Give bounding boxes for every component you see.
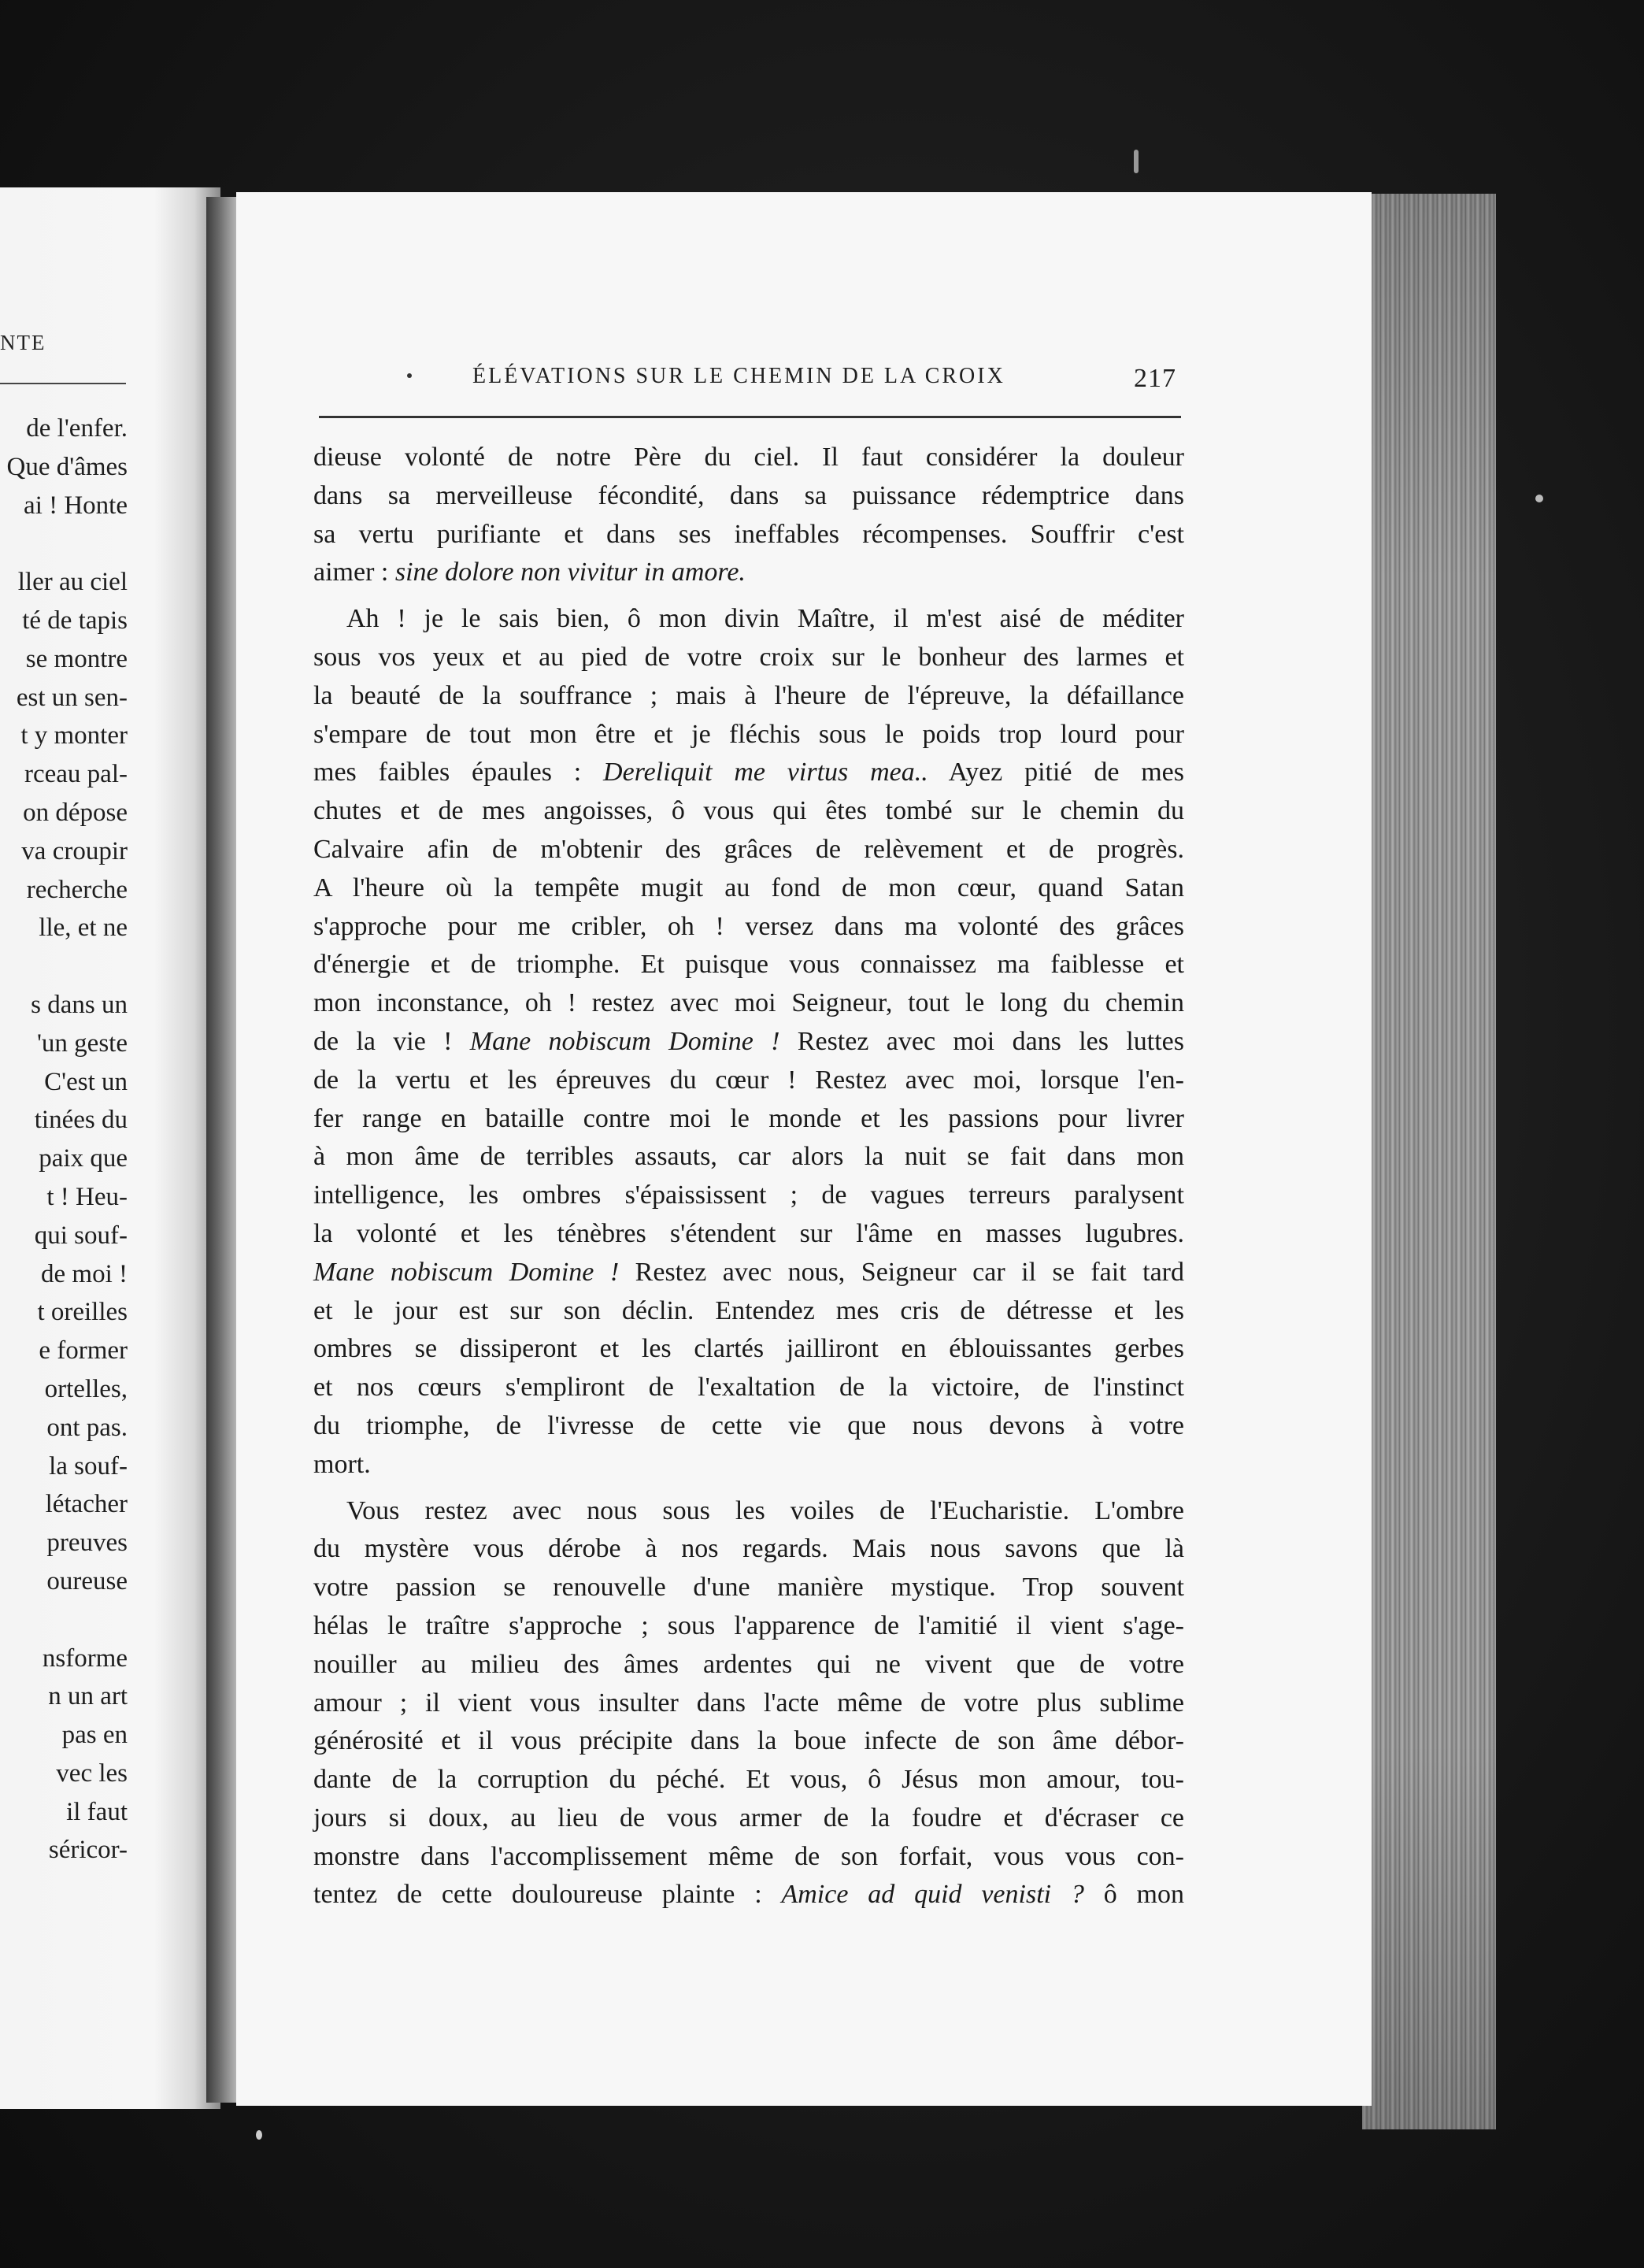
left-text-line: ont pas. bbox=[46, 1413, 128, 1442]
text-line: chutes et de mes angoisses, ô vous qui êtes tombé sur le chemin du bbox=[313, 796, 1184, 826]
page-number: 217 bbox=[1134, 364, 1176, 393]
latin-quotation: Mane nobiscum Domine ! bbox=[313, 1257, 620, 1287]
header-ornament bbox=[407, 373, 412, 378]
page-edges bbox=[1362, 194, 1496, 2129]
left-text-line bbox=[0, 1601, 128, 1640]
left-text-line: t oreilles bbox=[37, 1298, 128, 1327]
left-text-line: n un art bbox=[48, 1682, 128, 1711]
text-segment: de la vie ! bbox=[313, 1026, 470, 1056]
text-line: A l'heure où la tempête mugit au fond de mon cœur, quand Satan bbox=[313, 873, 1184, 902]
left-text-line: qui souf- bbox=[34, 1221, 128, 1250]
text-line: dante de la corruption du péché. Et vous, ô Jésus mon amour, tou- bbox=[313, 1765, 1184, 1795]
text-line: fer range en bataille contre moi le monde et les passions pour livrer bbox=[313, 1103, 1184, 1133]
text-line: à mon âme de terribles assauts, car alors la nuit se fait dans mon bbox=[313, 1142, 1184, 1172]
text-line: intelligence, les ombres s'épaississent ; de vagues terreurs paralysent bbox=[313, 1180, 1184, 1210]
left-page bbox=[0, 187, 220, 2109]
text-line: ombres se dissiperont et les clartés jailliront en éblouissantes gerbes bbox=[313, 1334, 1184, 1364]
left-text-line: la souf- bbox=[49, 1451, 128, 1480]
left-text-line: e former bbox=[39, 1336, 128, 1366]
left-text-line: Que d'âmes bbox=[6, 452, 128, 481]
book-gutter bbox=[206, 197, 236, 2103]
text-line: la beauté de la souffrance ; mais à l'heure de l'épreuve, la défaillance bbox=[313, 680, 1184, 710]
left-text-line: s dans un bbox=[31, 990, 128, 1019]
left-text-line: paix que bbox=[39, 1144, 128, 1173]
left-text-line: séricor- bbox=[48, 1836, 128, 1865]
latin-quotation: Dereliquit me virtus mea.. bbox=[603, 758, 928, 788]
paragraph-gap bbox=[313, 1484, 1184, 1492]
left-text-line: de l'enfer. bbox=[26, 414, 128, 443]
dust-speck bbox=[1535, 495, 1543, 502]
left-text-line: létacher bbox=[45, 1490, 128, 1519]
text-segment: Restez avec nous, Seigneur car il se fait tard bbox=[619, 1257, 1185, 1287]
left-text-line: tinées du bbox=[34, 1106, 128, 1135]
text-line: mort. bbox=[313, 1449, 371, 1479]
text-line: amour ; il vient vous insulter dans l'acte même de votre plus sublime bbox=[313, 1688, 1184, 1718]
left-page-text bbox=[0, 410, 128, 1870]
text-segment: Restez avec moi dans les luttes bbox=[779, 1026, 1184, 1056]
left-text-line: t y monter bbox=[20, 721, 128, 750]
left-text-line: lle, et ne bbox=[39, 914, 128, 943]
text-segment: tentez de cette douloureuse plainte : bbox=[313, 1880, 782, 1910]
left-text-line: C'est un bbox=[44, 1067, 128, 1096]
running-head: ÉLÉVATIONS SUR LE CHEMIN DE LA CROIX bbox=[472, 364, 1005, 388]
text-line: mon inconstance, oh ! restez avec moi Seigneur, tout le long du chemin bbox=[313, 988, 1184, 1018]
left-text-line: rceau pal- bbox=[24, 760, 128, 789]
left-text-line: va croupir bbox=[21, 836, 128, 865]
text-line: Calvaire afin de m'obtenir des grâces de relèvement et de progrès. bbox=[313, 834, 1184, 864]
text-line: sous vos yeux et au pied de votre croix sur le bonheur des larmes et bbox=[313, 642, 1184, 672]
text-line: monstre dans l'accomplissement même de son forfait, vous vous con- bbox=[313, 1841, 1184, 1871]
text-line: dans sa merveilleuse fécondité, dans sa puissance rédemptrice dans bbox=[313, 480, 1184, 510]
paragraph-gap bbox=[313, 592, 1184, 600]
left-text-line: ortelles, bbox=[44, 1374, 128, 1403]
text-line: nouiller au milieu des âmes ardentes qui ne vivent que de votre bbox=[313, 1649, 1184, 1679]
left-text-line: 'un geste bbox=[36, 1028, 128, 1058]
left-text-line bbox=[0, 524, 128, 563]
left-text-line: de moi ! bbox=[41, 1259, 128, 1288]
left-header-rule bbox=[0, 383, 126, 384]
text-line: de la vertu et les épreuves du cœur ! Restez avec moi, lorsque l'en- bbox=[313, 1065, 1184, 1095]
text-line: et le jour est sur son déclin. Entendez mes cris de détresse et les bbox=[313, 1295, 1184, 1325]
text-line: votre passion se renouvelle d'une manière mystique. Trop souvent bbox=[313, 1573, 1184, 1603]
text-line: et nos cœurs s'empliront de l'exaltation de la victoire, de l'instinct bbox=[313, 1373, 1184, 1403]
left-text-line: oureuse bbox=[46, 1566, 128, 1595]
text-line: jours si doux, au lieu de vous armer de la foudre et d'écraser ce bbox=[313, 1803, 1184, 1833]
text-line: hélas le traître s'approche ; sous l'apparence de l'amitié il vient s'age- bbox=[313, 1610, 1184, 1640]
left-text-line: ai ! Honte bbox=[24, 491, 128, 520]
header-rule bbox=[319, 416, 1181, 418]
text-line: la volonté et les ténèbres s'étendent sur l'âme en masses lugubres. bbox=[313, 1218, 1184, 1248]
latin-quotation: Amice ad quid venisti ? bbox=[781, 1880, 1084, 1910]
left-text-line: nsforme bbox=[42, 1644, 128, 1673]
text-line bbox=[313, 1876, 1184, 1914]
left-text-line: t ! Heu- bbox=[46, 1182, 128, 1211]
text-line: d'énergie et de triomphe. Et puisque vous connaissez ma faiblesse et bbox=[313, 950, 1184, 980]
left-text-line: il faut bbox=[66, 1797, 128, 1826]
left-text-line: on dépose bbox=[23, 798, 128, 827]
left-text-line bbox=[0, 947, 128, 986]
text-segment: mes faibles épaules : bbox=[313, 758, 604, 788]
body-text bbox=[313, 439, 1184, 1914]
text-line: générosité et il vous précipite dans la boue infecte de son âme débor- bbox=[313, 1726, 1184, 1756]
left-text-line: est un sen- bbox=[16, 683, 128, 712]
text-line: s'approche pour me cribler, oh ! versez dans ma volonté des grâces bbox=[313, 911, 1184, 941]
latin-quotation: Mane nobiscum Domine ! bbox=[469, 1026, 780, 1056]
text-segment: ô mon bbox=[1083, 1880, 1184, 1910]
text-line bbox=[313, 1023, 1184, 1062]
text-line bbox=[313, 554, 1184, 592]
dust-speck bbox=[1134, 150, 1139, 173]
text-line: Ah ! je le sais bien, ô mon divin Maître, il m'est aisé de méditer bbox=[346, 604, 1184, 634]
text-segment: aimer : bbox=[313, 558, 395, 587]
text-line bbox=[313, 754, 1184, 792]
left-text-line: recherche bbox=[26, 875, 128, 904]
left-text-line: ller au ciel bbox=[17, 568, 128, 597]
text-line: du triomphe, de l'ivresse de cette vie que nous devons à votre bbox=[313, 1410, 1184, 1440]
left-text-line: pas en bbox=[61, 1721, 128, 1750]
text-line: Vous restez avec nous sous les voiles de l'Eucharistie. L'ombre bbox=[346, 1495, 1184, 1525]
left-text-line: té de tapis bbox=[22, 606, 128, 635]
left-text-line: preuves bbox=[46, 1529, 128, 1558]
text-line: du mystère vous dérobe à nos regards. Mais nous savons que là bbox=[313, 1534, 1184, 1564]
text-line: dieuse volonté de notre Père du ciel. Il faut considérer la douleur bbox=[313, 443, 1184, 472]
left-text-line: se montre bbox=[25, 644, 128, 673]
text-line: sa vertu purifiante et dans ses ineffables récompenses. Souffrir c'est bbox=[313, 519, 1184, 549]
text-line: s'empare de tout mon être et je fléchis sous le poids trop lourd pour bbox=[313, 719, 1184, 749]
latin-quotation: sine dolore non vivitur in amore. bbox=[394, 558, 746, 587]
text-segment: Ayez pitié de mes bbox=[928, 758, 1184, 788]
text-line bbox=[313, 1254, 1184, 1292]
dust-speck bbox=[256, 2130, 262, 2140]
left-running-head: NTE bbox=[0, 331, 46, 354]
left-text-line: vec les bbox=[56, 1758, 128, 1788]
